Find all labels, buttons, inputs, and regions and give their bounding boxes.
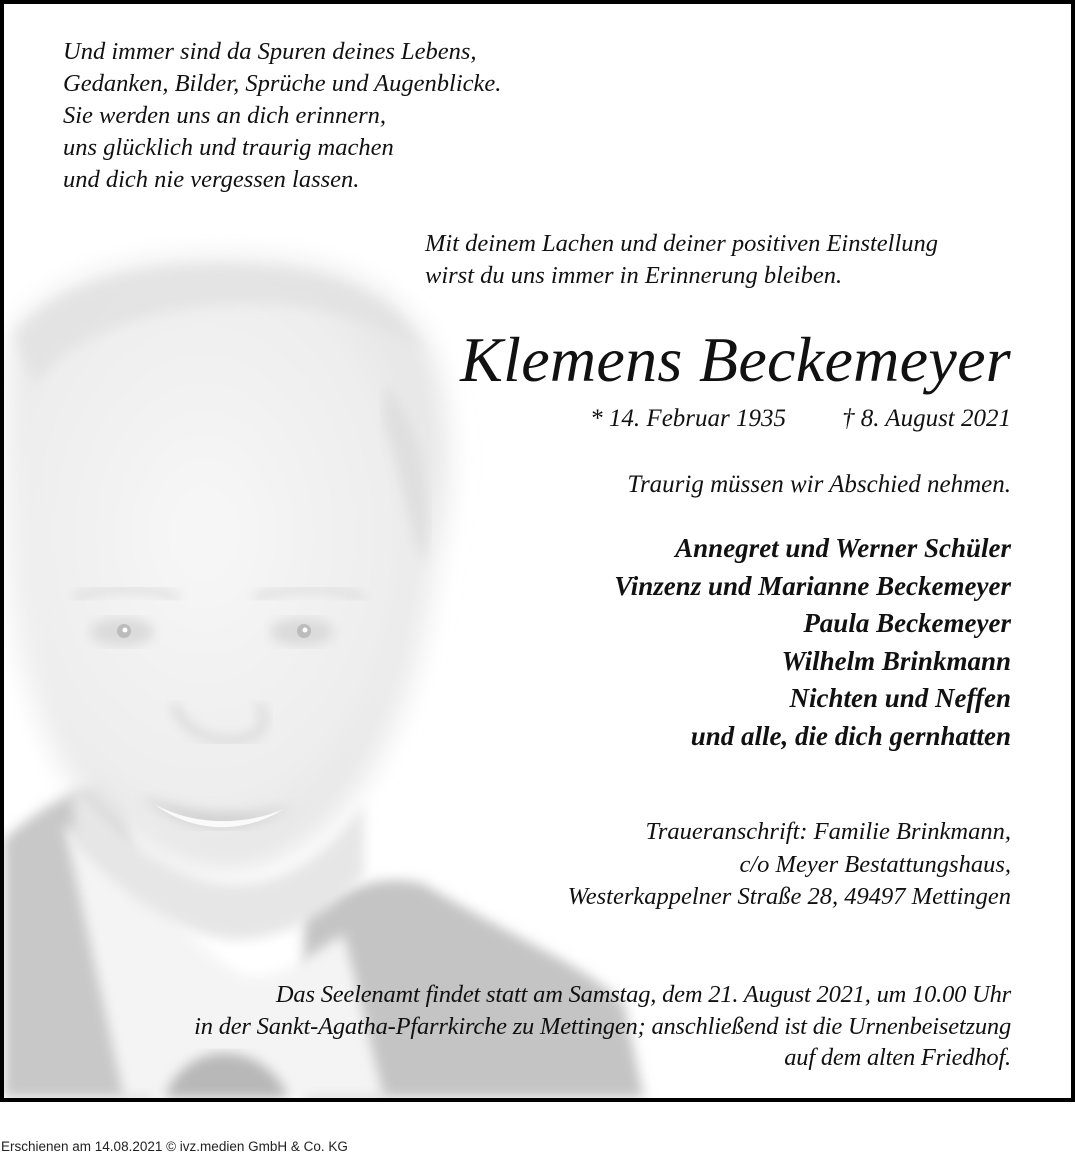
life-dates [590,402,1011,436]
head-shape [6,256,447,872]
mourning-address [568,816,1011,914]
birth-date: * 14. Februar 1935 [590,405,786,432]
mourner-name: Wilhelm Brinkmann [781,645,1011,676]
publication-footer: Erschienen am 14.08.2021 © ivz.medien GmbH & Co. KG [1,1139,348,1154]
memorial-quote [425,228,938,292]
death-date: † 8. August 2021 [842,405,1011,432]
poem-line: Sie werden uns an dich erinnern, [63,102,386,129]
service-line: in der Sankt-Agatha-Pfarrkirche zu Mettingen; anschließend ist die Urnenbeisetzung [194,1012,1011,1040]
service-details [194,979,1011,1074]
quote-line: Mit deinem Lachen und deiner positiven Einstellung [425,230,939,257]
poem-text [63,36,501,196]
service-line: auf dem alten Friedhof. [784,1044,1011,1071]
address-line: Westerkappelner Straße 28, 49497 Mettingen [567,883,1011,910]
mourner-name: Paula Beckemeyer [803,608,1011,638]
poem-line: Und immer sind da Spuren deines Lebens, [63,38,477,65]
mourner-name: Annegret und Werner Schüler [675,533,1011,563]
address-line: c/o Meyer Bestattungshaus, [739,850,1011,878]
poem-line: Gedanken, Bilder, Sprüche und Augenblicke. [63,70,502,97]
mourner-name: Nichten und Neffen [789,683,1011,713]
farewell-text: Traurig müssen wir Abschied nehmen. [627,471,1011,498]
quote-line: wirst du uns immer in Erinnerung bleiben. [425,262,843,289]
mourner-name: Vinzenz und Marianne Beckemeyer [614,570,1011,601]
service-line: Das Seelenamt findet statt am Samstag, dem 21. August 2021, um 10.00 Uhr [275,981,1011,1008]
deceased-name: Klemens Beckemeyer [460,324,1011,395]
mourners-list [614,530,1011,755]
poem-line: uns glücklich und traurig machen [63,134,394,161]
poem-line: und dich nie vergessen lassen. [63,166,360,193]
mourner-name: und alle, die dich gernhatten [690,720,1011,751]
address-line: Traueranschrift: Familie Brinkmann, [645,818,1011,845]
